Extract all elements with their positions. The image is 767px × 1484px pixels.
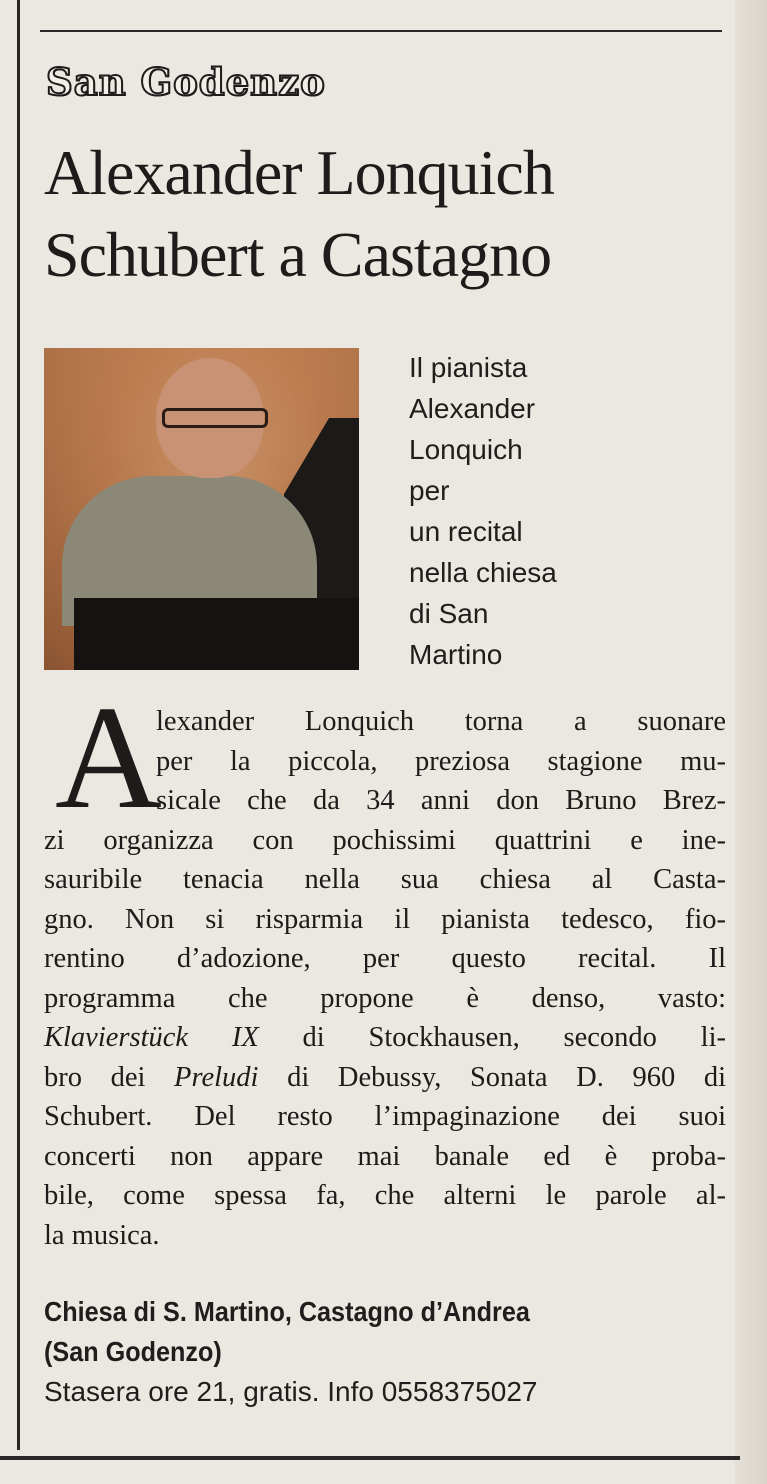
drop-cap: A — [55, 676, 162, 840]
caption-line: Alexander — [409, 393, 536, 424]
caption-line: un recital — [409, 516, 523, 547]
body-text-run: di Stockhausen, secondo li- — [258, 1022, 726, 1053]
venue-line: Chiesa di S. Martino, Castagno d’Andrea — [44, 1296, 530, 1327]
headline-line: Schubert a Castagno — [44, 219, 552, 290]
body-line — [44, 781, 726, 821]
caption-line: di San — [409, 598, 489, 629]
body-line — [44, 1058, 726, 1098]
body-text-run: sicale che da 34 anni don Bruno Brez- — [156, 785, 726, 816]
event-info — [44, 1292, 734, 1412]
piano — [74, 598, 359, 670]
body-text-run: lexander Lonquich torna a suonare — [156, 706, 726, 737]
body-text-run: bro dei — [44, 1061, 175, 1093]
body-text-run: rentino d’adozione, per questo recital. Il — [44, 943, 726, 974]
body-text-run: concerti non appare mai banale ed è proba- — [44, 1140, 726, 1172]
pianist-photo — [44, 348, 359, 670]
body-line — [44, 742, 726, 782]
body-text-run: la musica. — [44, 1219, 160, 1251]
body-line — [44, 821, 726, 861]
caption-line: Lonquich — [409, 434, 523, 465]
caption-line: Il pianista — [409, 352, 528, 383]
body-text-run: Schubert. Del resto l’impaginazione dei suoi — [44, 1101, 726, 1132]
body-text-run: bile, come spessa fa, che alterni le parole al- — [44, 1180, 726, 1211]
italic-title: Klavierstück IX — [44, 1022, 259, 1053]
adjacent-page-bleed — [735, 0, 767, 1484]
headline — [44, 132, 724, 296]
body-text-run: gno. Non si risparmia il pianista tedesco, fio- — [44, 903, 726, 935]
body-line — [44, 860, 726, 900]
body-text-run: per la piccola, preziosa stagione mu- — [156, 745, 726, 777]
body-text-run: programma che propone è denso, vasto: — [44, 982, 726, 1014]
headline-line: Alexander Lonquich — [44, 137, 554, 208]
caption-line: nella chiesa — [409, 557, 557, 588]
italic-title: Preludi — [174, 1061, 259, 1093]
section-kicker: San Godenzo — [46, 60, 326, 104]
body-line — [44, 1137, 726, 1177]
body-line — [44, 1216, 726, 1256]
caption-line: per — [409, 475, 450, 506]
body-line — [44, 1097, 726, 1137]
article-body — [44, 702, 726, 1255]
column-rule-bottom — [0, 1456, 740, 1460]
body-line — [44, 900, 726, 940]
body-text-run: di Debussy, Sonata D. 960 di — [258, 1061, 726, 1093]
caption-line: Martino — [409, 639, 503, 670]
body-text-run: zi organizza con pochissimi quattrini e ine- — [44, 824, 726, 856]
column-rule-left — [17, 0, 20, 1450]
body-text-run: sauribile tenacia nella sua chiesa al Casta- — [44, 864, 726, 895]
body-line — [44, 939, 726, 979]
body-line — [44, 702, 726, 742]
photo-caption — [409, 347, 649, 675]
body-line — [44, 1176, 726, 1216]
body-line — [44, 1018, 726, 1058]
venue-line: (San Godenzo) — [44, 1336, 222, 1367]
column-rule-top — [40, 30, 722, 32]
body-line — [44, 979, 726, 1019]
event-details: Stasera ore 21, gratis. Info 0558375027 — [44, 1376, 538, 1407]
glasses-icon — [162, 408, 268, 428]
